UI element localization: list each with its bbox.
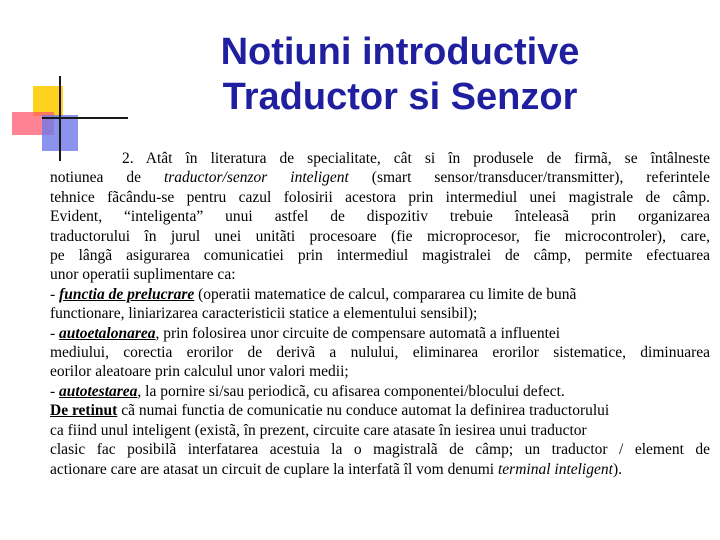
body-line: ca fiind unul inteligent (existã, în prezent, circuite care atasate în iesirea unui traductor [50, 421, 587, 439]
list-item-autocalibration: - autoetalonarea, prin folosirea unor circuite de compensare automatã a influentei [50, 324, 561, 342]
slide-body [50, 149, 710, 479]
body-line: 2. Atât în literatura de specialitate, cât si în produsele de firmã, se întâlneste [122, 150, 710, 167]
body-line: pe lângã asigurarea comunicatiei prin intermediul magistralei de câmp, permite efectuarea [50, 247, 710, 265]
body-line: mediului, corectia erorilor de derivã a nulului, eliminarea erorilor sistematice, diminuarea [50, 344, 710, 362]
body-line: notiunea de traductor/senzor inteligent (smart sensor/transducer/transmitter), referintele [50, 169, 710, 187]
term-autocalibration: autoetalonarea [59, 324, 156, 342]
body-line: actionare care are atasat un circuit de cuplare la interfatã îl vom denumi terminal inteligent). [50, 460, 622, 478]
body-line: traductorului în jurul unei unitãti procesoare (fie microprocesor, fie microcontroler), care, [50, 227, 710, 245]
body-line: tehnice fãcându-se pentru cazul folosirii acestora prin intermediul unei magistrale de câmp. [50, 188, 710, 206]
title-line-1: Notiuni introductive [220, 31, 580, 73]
term-intelligent-terminal: terminal inteligent [497, 460, 613, 478]
decor-horizontal-line [42, 117, 128, 119]
list-item-processing: - functia de prelucrare (operatii matematice de calcul, compararea cu limite de bunã [50, 285, 577, 303]
body-line: Evident, “inteligenta” unui astfel de dispozitiv trebuie înteleasã prin organizarea [50, 208, 710, 226]
body-line: functionare, liniarizarea caracteristicii statice a elementului sensibil); [50, 305, 478, 323]
term-processing: functia de prelucrare [59, 285, 195, 303]
term-note: De retinut [50, 402, 118, 420]
body-line: clasic fac posibilã interfatarea acestuia la o magistralã de câmp; un traductor / element de [50, 441, 710, 459]
slide-title [120, 30, 680, 120]
body-line: eorilor aleatoare prin calculul unor valori medii; [50, 363, 349, 381]
title-line-2: Traductor si Senzor [222, 76, 578, 118]
body-line: De retinut cã numai functia de comunicatie nu conduce automat la definirea traductorului [50, 402, 610, 420]
term-selftest: autotestarea [59, 382, 138, 400]
body-line: unor operatii suplimentare ca: [50, 266, 236, 284]
list-item-selftest: - autotestarea, la pornire si/sau periodicã, cu afisarea componentei/blocului defect. [50, 382, 565, 400]
term-smart-sensor: traductor/senzor inteligent [163, 169, 349, 187]
